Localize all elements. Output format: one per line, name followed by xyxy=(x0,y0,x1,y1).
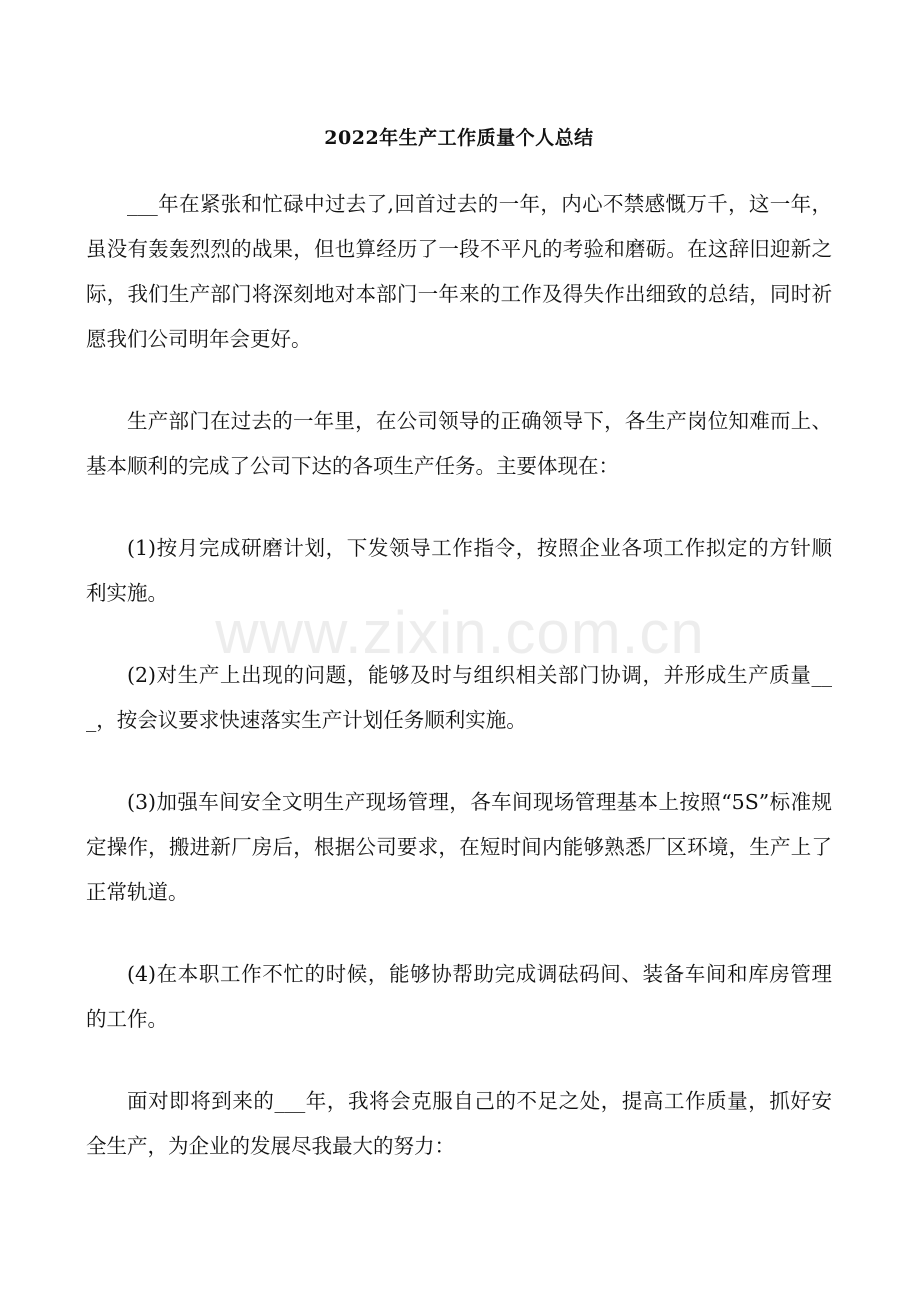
paragraph-outlook: 面对即将到来的___年，我将会克服自己的不足之处，提高工作质量，抓好安全生产，为企业的发展尽我最大的努力： xyxy=(86,1089,832,1158)
paragraph-item-2: (2)对生产上出现的问题，能够及时与组织相关部门协调，并形成生产质量___，按会议要求快速落实生产计划任务顺利实施。 xyxy=(86,663,832,732)
paragraph-item-1: (1)按月完成研磨计划，下发领导工作指令，按照企业各项工作拟定的方针顺利实施。 xyxy=(86,536,832,605)
watermark: www.zixin.com.cn xyxy=(215,599,705,666)
document-title: 2022年生产工作质量个人总结 xyxy=(324,127,594,149)
paragraph-summary: 生产部门在过去的一年里，在公司领导的正确领导下，各生产岗位知难而上、基本顺利的完成了公司下达的各项生产任务。主要体现在： xyxy=(86,409,832,478)
paragraph-item-4: (4)在本职工作不忙的时候，能够协帮助完成调砝码间、装备车间和库房管理的工作。 xyxy=(86,962,832,1031)
paragraph-item-3: (3)加强车间安全文明生产现场管理，各车间现场管理基本上按照“5S”标准规定操作，搬进新厂房后，根据公司要求，在短时间内能够熟悉厂区环境，生产上了正常轨道。 xyxy=(86,790,832,904)
paragraph-intro: ___年在紧张和忙碌中过去了,回首过去的一年，内心不禁感慨万千，这一年，虽没有轰轰烈烈的战果，但也算经历了一段不平凡的考验和磨砺。在这辞旧迎新之际，我们生产部门将深刻地对本部门一年来的工作及得失作出细致的总结，同时祈愿我们公司明年会更好。 xyxy=(86,192,832,351)
